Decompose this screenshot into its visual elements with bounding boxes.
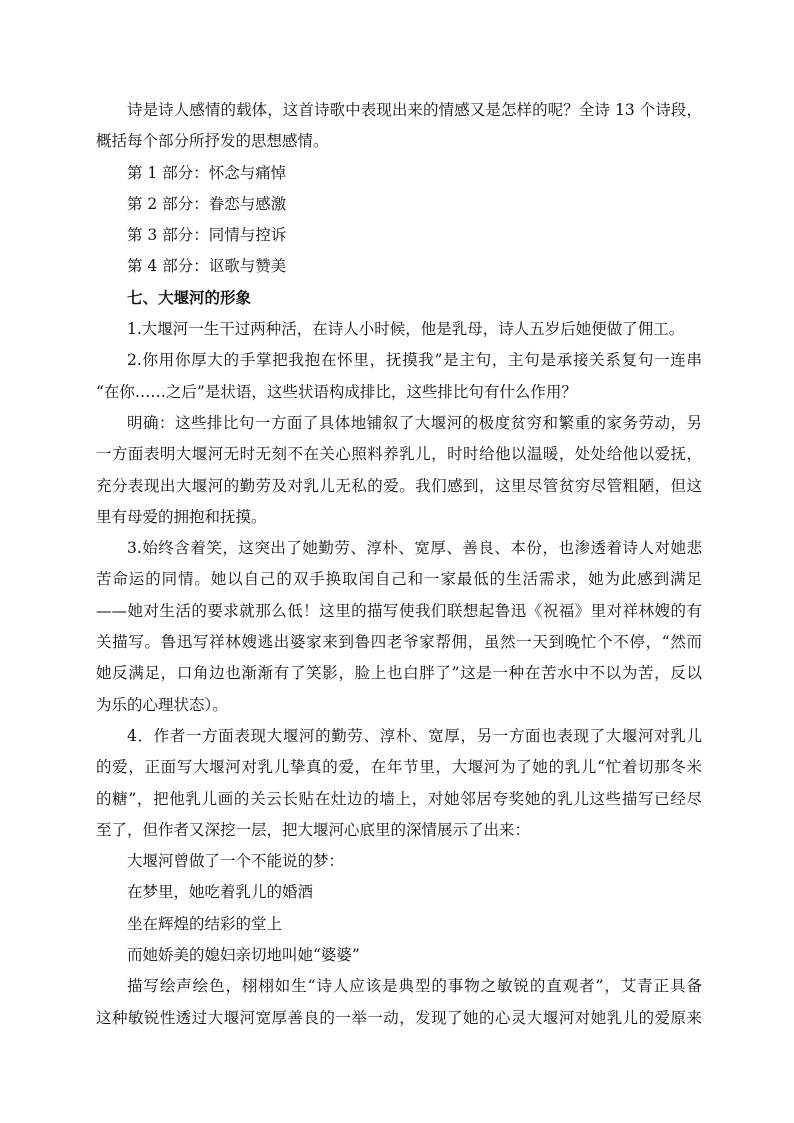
text-line: 里有母爱的拥抱和抚摸。 — [96, 507, 267, 526]
paragraph-intro — [96, 95, 702, 158]
poem-quote-line: 在梦里，她吃着乳儿的婚酒 — [127, 883, 314, 902]
paragraph-conclusion — [96, 971, 702, 1034]
document-page — [96, 95, 702, 1034]
part-4-item: 第 4 部分：讴歌与赞美 — [127, 257, 287, 276]
text-line: 诗是诗人感情的载体，这首诗歌中表现出来的情感又是怎样的呢？全诗 13 个诗段， — [127, 101, 702, 119]
text-line: 苦命运的同情。她以自己的双手换取闰自己和一家最低的生活需求，她为此感到满足 — [96, 570, 702, 589]
text-line: 的糖”，把他乳儿画的关云长贴在灶边的墙上，对她邻居夸奖她的乳儿这些描写已经尽 — [96, 789, 702, 808]
text-line: 4．作者一方面表现大堰河的勤劳、淳朴、宽厚，另一方面也表现了大堰河对乳儿 — [127, 726, 702, 745]
part-3-item: 第 3 部分：同情与控诉 — [127, 226, 287, 245]
text-line: 的爱，正面写大堰河对乳儿挚真的爱，在年节里，大堰河为了她的乳儿“忙着切那冬米 — [96, 758, 702, 777]
part-1-item: 第 1 部分：怀念与痛悼 — [127, 163, 287, 182]
text-line: 2.你用你厚大的手掌把我抱在怀里，抚摸我”是主句，主句是承接关系复句一连串 — [127, 351, 702, 370]
text-line: 充分表现出大堰河的勤劳及对乳儿无私的爱。我们感到，这里尽管贫穷尽管粗陋，但这 — [96, 476, 702, 495]
poem-quote-line: 大堰河曾做了一个不能说的梦： — [127, 852, 345, 871]
text-line: 3.始终含着笑，这突出了她勤劳、淳朴、宽厚、善良、本份，也渗透着诗人对她悲 — [127, 539, 702, 558]
text-line: 至了，但作者又深挖一层，把大堰河心底里的深情展示了出来： — [96, 820, 531, 839]
text-line: 一方面表明大堰河无时无刻不在关心照料养乳儿，时时给他以温暖，处处给他以爱抚， — [96, 445, 702, 464]
paragraph-point-1: 1.大堰河一生干过两种活，在诗人小时候，他是乳母，诗人五岁后她便做了佣工。 — [127, 320, 685, 339]
text-line: 她反满足，口角边也渐渐有了笑影，脸上也白胖了”这是一种在苦水中不以为苦，反以 — [96, 664, 702, 683]
part-2-item: 第 2 部分：眷恋与感激 — [127, 194, 287, 213]
text-line: ——她对生活的要求就那么低！这里的描写使我们联想起鲁迅《祝福》里对祥林嫂的有 — [96, 601, 702, 620]
text-line: 描写绘声绘色，栩栩如生“诗人应该是典型的事物之敏锐的直观者”，艾青正具备 — [127, 977, 702, 996]
paragraph-point-3 — [96, 533, 702, 721]
text-line: 概括每个部分所抒发的思想感情。 — [96, 132, 329, 151]
paragraph-point-4 — [96, 721, 702, 846]
poem-quote-line: 坐在辉煌的结彩的堂上 — [127, 914, 283, 933]
text-line: “在你……之后”是状语，这些状语构成排比，这些排比句有什么作用？ — [96, 382, 577, 401]
text-line: 这种敏锐性透过大堰河宽厚善良的一举一动，发现了她的心灵大堰河对她乳儿的爱原来 — [96, 1008, 702, 1027]
paragraph-point-2 — [96, 345, 702, 408]
text-line: 关描写。鲁迅写祥林嫂逃出婆家来到鲁四老爷家帮佣，虽然一天到晚忙个不停，“然而 — [96, 633, 702, 652]
poem-quote-line: 而她娇美的媳妇亲切地叫她“婆婆” — [127, 946, 360, 965]
section-heading: 七、大堰河的形象 — [127, 288, 252, 307]
text-line: 明确：这些排比句一方面了具体地铺叙了大堰河的极度贫穷和繁重的家务劳动，另 — [127, 413, 702, 432]
paragraph-explanation — [96, 408, 702, 533]
text-line: 为乐的心理状态）。 — [96, 695, 228, 714]
